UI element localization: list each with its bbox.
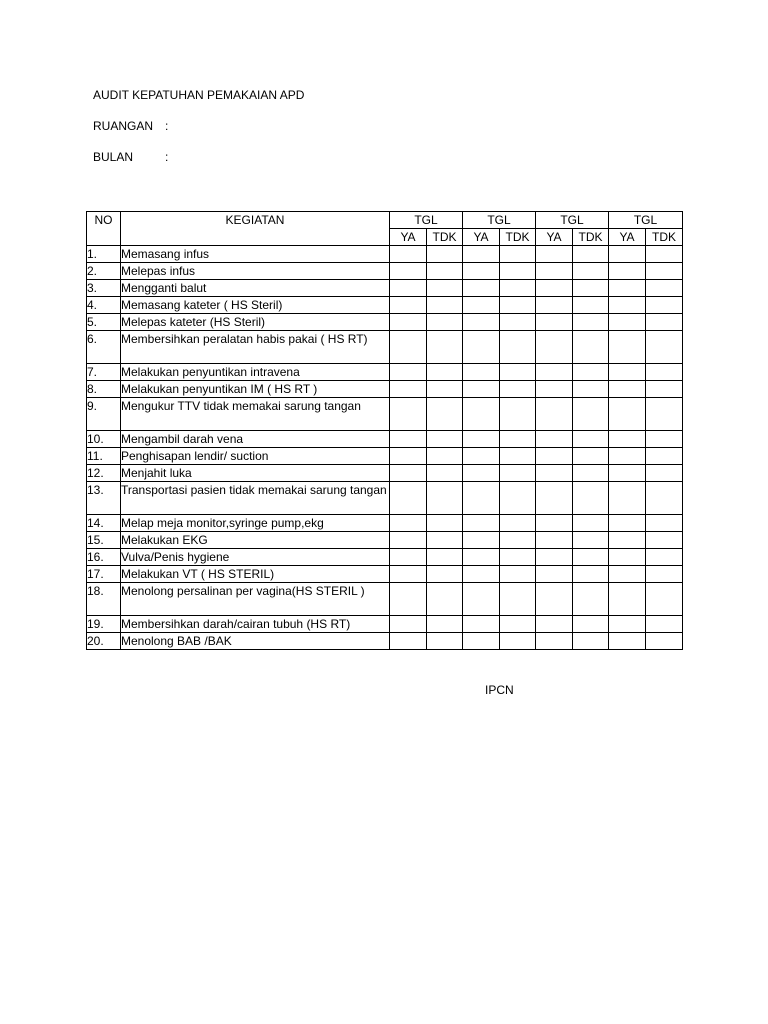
audit-table <box>86 211 683 650</box>
header-tgl: TGL <box>536 212 609 229</box>
ya-check-cell[interactable] <box>536 549 573 566</box>
table-row <box>87 482 683 515</box>
ya-check-cell[interactable] <box>390 532 427 549</box>
tdk-check-cell[interactable] <box>573 448 609 465</box>
row-number: 5. <box>87 314 121 331</box>
activity-cell: Mengganti balut <box>121 280 390 297</box>
tdk-check-cell[interactable] <box>427 549 463 566</box>
ya-check-cell[interactable] <box>390 482 427 515</box>
header-ya: YA <box>536 229 573 246</box>
tdk-check-cell[interactable] <box>500 448 536 465</box>
ya-check-cell[interactable] <box>390 314 427 331</box>
ya-check-cell[interactable] <box>463 364 500 381</box>
tdk-check-cell[interactable] <box>573 549 609 566</box>
ya-check-cell[interactable] <box>609 263 646 280</box>
tdk-check-cell[interactable] <box>646 314 683 331</box>
ya-check-cell[interactable] <box>463 532 500 549</box>
tdk-check-cell[interactable] <box>646 246 683 263</box>
ruangan-row <box>93 119 168 133</box>
ya-check-cell[interactable] <box>536 566 573 583</box>
row-number: 12. <box>87 465 121 482</box>
ya-check-cell[interactable] <box>609 364 646 381</box>
tdk-check-cell[interactable] <box>500 549 536 566</box>
ya-check-cell[interactable] <box>609 549 646 566</box>
row-number: 13. <box>87 482 121 515</box>
tdk-check-cell[interactable] <box>427 583 463 616</box>
tdk-check-cell[interactable] <box>427 263 463 280</box>
ya-check-cell[interactable] <box>536 263 573 280</box>
tdk-check-cell[interactable] <box>573 515 609 532</box>
ruangan-label: RUANGAN <box>93 119 154 133</box>
ya-check-cell[interactable] <box>463 515 500 532</box>
tdk-check-cell[interactable] <box>427 246 463 263</box>
table-row <box>87 515 683 532</box>
tdk-check-cell[interactable] <box>573 297 609 314</box>
ya-check-cell[interactable] <box>536 448 573 465</box>
ya-check-cell[interactable] <box>463 583 500 616</box>
header-tgl: TGL <box>390 212 463 229</box>
ya-check-cell[interactable] <box>390 616 427 633</box>
tdk-check-cell[interactable] <box>573 431 609 448</box>
tdk-check-cell[interactable] <box>427 448 463 465</box>
table-row <box>87 263 683 280</box>
row-number: 4. <box>87 297 121 314</box>
ya-check-cell[interactable] <box>536 314 573 331</box>
tdk-check-cell[interactable] <box>646 431 683 448</box>
ya-check-cell[interactable] <box>609 465 646 482</box>
tdk-check-cell[interactable] <box>500 314 536 331</box>
table-row <box>87 465 683 482</box>
activity-cell: Mengukur TTV tidak memakai sarung tangan <box>121 398 390 431</box>
tdk-check-cell[interactable] <box>427 566 463 583</box>
tdk-check-cell[interactable] <box>646 263 683 280</box>
tdk-check-cell[interactable] <box>573 280 609 297</box>
tdk-check-cell[interactable] <box>427 364 463 381</box>
row-number: 11. <box>87 448 121 465</box>
tdk-check-cell[interactable] <box>427 482 463 515</box>
header-ya: YA <box>463 229 500 246</box>
activity-cell: Mengambil darah vena <box>121 431 390 448</box>
tdk-check-cell[interactable] <box>500 566 536 583</box>
tdk-check-cell[interactable] <box>427 280 463 297</box>
ya-check-cell[interactable] <box>609 297 646 314</box>
table-row <box>87 331 683 364</box>
activity-cell: Penghisapan lendir/ suction <box>121 448 390 465</box>
ya-check-cell[interactable] <box>390 448 427 465</box>
ya-check-cell[interactable] <box>390 633 427 650</box>
table-row <box>87 616 683 633</box>
table-row <box>87 280 683 297</box>
bulan-label: BULAN <box>93 150 134 164</box>
ya-check-cell[interactable] <box>390 465 427 482</box>
ya-check-cell[interactable] <box>463 465 500 482</box>
tdk-check-cell[interactable] <box>573 398 609 431</box>
bulan-colon: : <box>165 150 169 164</box>
row-number: 17. <box>87 566 121 583</box>
activity-cell: Membersihkan peralatan habis pakai ( HS RT) <box>121 331 390 364</box>
ya-check-cell[interactable] <box>390 331 427 364</box>
activity-cell: Memasang infus <box>121 246 390 263</box>
ya-check-cell[interactable] <box>536 364 573 381</box>
ya-check-cell[interactable] <box>390 381 427 398</box>
tdk-check-cell[interactable] <box>500 465 536 482</box>
tdk-check-cell[interactable] <box>646 549 683 566</box>
ya-check-cell[interactable] <box>609 633 646 650</box>
tdk-check-cell[interactable] <box>573 482 609 515</box>
tdk-check-cell[interactable] <box>500 532 536 549</box>
ya-check-cell[interactable] <box>390 364 427 381</box>
ya-check-cell[interactable] <box>463 381 500 398</box>
row-number: 18. <box>87 583 121 616</box>
ruangan-colon: : <box>165 119 169 133</box>
tdk-check-cell[interactable] <box>427 398 463 431</box>
tdk-check-cell[interactable] <box>500 280 536 297</box>
ya-check-cell[interactable] <box>609 331 646 364</box>
tdk-check-cell[interactable] <box>646 583 683 616</box>
tdk-check-cell[interactable] <box>573 633 609 650</box>
table-row <box>87 381 683 398</box>
tdk-check-cell[interactable] <box>646 616 683 633</box>
tdk-check-cell[interactable] <box>646 297 683 314</box>
tdk-check-cell[interactable] <box>427 381 463 398</box>
row-number: 14. <box>87 515 121 532</box>
header-ya: YA <box>609 229 646 246</box>
tdk-check-cell[interactable] <box>500 331 536 364</box>
activity-cell: Memasang kateter ( HS Steril) <box>121 297 390 314</box>
row-number: 9. <box>87 398 121 431</box>
audit-table-body <box>87 246 683 650</box>
tdk-check-cell[interactable] <box>646 331 683 364</box>
ya-check-cell[interactable] <box>536 331 573 364</box>
tdk-check-cell[interactable] <box>573 532 609 549</box>
table-row <box>87 532 683 549</box>
ya-check-cell[interactable] <box>390 263 427 280</box>
activity-cell: Transportasi pasien tidak memakai sarung tangan <box>121 482 390 515</box>
tdk-check-cell[interactable] <box>500 297 536 314</box>
ya-check-cell[interactable] <box>609 398 646 431</box>
ya-check-cell[interactable] <box>536 583 573 616</box>
header-no: NO <box>87 212 121 246</box>
tdk-check-cell[interactable] <box>573 246 609 263</box>
ipcn-signature-label: IPCN <box>485 683 514 697</box>
ya-check-cell[interactable] <box>609 314 646 331</box>
table-row <box>87 431 683 448</box>
tdk-check-cell[interactable] <box>427 331 463 364</box>
ya-check-cell[interactable] <box>463 331 500 364</box>
tdk-check-cell[interactable] <box>573 364 609 381</box>
row-number: 19. <box>87 616 121 633</box>
tdk-check-cell[interactable] <box>573 616 609 633</box>
tdk-check-cell[interactable] <box>427 616 463 633</box>
table-row <box>87 633 683 650</box>
ya-check-cell[interactable] <box>463 263 500 280</box>
ya-check-cell[interactable] <box>609 448 646 465</box>
tdk-check-cell[interactable] <box>573 381 609 398</box>
activity-cell: Melakukan EKG <box>121 532 390 549</box>
ya-check-cell[interactable] <box>536 246 573 263</box>
tdk-check-cell[interactable] <box>427 515 463 532</box>
tdk-check-cell[interactable] <box>500 515 536 532</box>
row-number: 1. <box>87 246 121 263</box>
table-row <box>87 246 683 263</box>
ya-check-cell[interactable] <box>463 549 500 566</box>
ya-check-cell[interactable] <box>390 566 427 583</box>
ya-check-cell[interactable] <box>390 280 427 297</box>
tdk-check-cell[interactable] <box>646 364 683 381</box>
tdk-check-cell[interactable] <box>573 331 609 364</box>
tdk-check-cell[interactable] <box>500 633 536 650</box>
table-row <box>87 297 683 314</box>
tdk-check-cell[interactable] <box>500 583 536 616</box>
tdk-check-cell[interactable] <box>646 633 683 650</box>
header-tdk: TDK <box>646 229 683 246</box>
table-row <box>87 364 683 381</box>
ya-check-cell[interactable] <box>390 549 427 566</box>
tdk-check-cell[interactable] <box>646 398 683 431</box>
tdk-check-cell[interactable] <box>573 583 609 616</box>
tdk-check-cell[interactable] <box>573 263 609 280</box>
ya-check-cell[interactable] <box>463 633 500 650</box>
ya-check-cell[interactable] <box>390 515 427 532</box>
table-row <box>87 448 683 465</box>
ya-check-cell[interactable] <box>390 246 427 263</box>
ya-check-cell[interactable] <box>463 280 500 297</box>
header-tdk: TDK <box>427 229 463 246</box>
header-kegiatan: KEGIATAN <box>121 212 390 246</box>
table-row <box>87 566 683 583</box>
ya-check-cell[interactable] <box>609 246 646 263</box>
document-title: AUDIT KEPATUHAN PEMAKAIAN APD <box>93 88 305 102</box>
ya-check-cell[interactable] <box>463 297 500 314</box>
ya-check-cell[interactable] <box>463 616 500 633</box>
table-row <box>87 549 683 566</box>
table-row <box>87 583 683 616</box>
tdk-check-cell[interactable] <box>500 431 536 448</box>
ya-check-cell[interactable] <box>536 633 573 650</box>
ya-check-cell[interactable] <box>609 431 646 448</box>
ya-check-cell[interactable] <box>536 482 573 515</box>
activity-cell: Menolong BAB /BAK <box>121 633 390 650</box>
tdk-check-cell[interactable] <box>646 381 683 398</box>
activity-cell: Menjahit luka <box>121 465 390 482</box>
tdk-check-cell[interactable] <box>646 448 683 465</box>
activity-cell: Melakukan VT ( HS STERIL) <box>121 566 390 583</box>
tdk-check-cell[interactable] <box>500 364 536 381</box>
tdk-check-cell[interactable] <box>573 566 609 583</box>
ya-check-cell[interactable] <box>536 616 573 633</box>
ya-check-cell[interactable] <box>609 616 646 633</box>
tdk-check-cell[interactable] <box>427 297 463 314</box>
tdk-check-cell[interactable] <box>500 263 536 280</box>
tdk-check-cell[interactable] <box>500 482 536 515</box>
header-ya: YA <box>390 229 427 246</box>
activity-cell: Vulva/Penis hygiene <box>121 549 390 566</box>
ya-check-cell[interactable] <box>536 398 573 431</box>
row-number: 3. <box>87 280 121 297</box>
tdk-check-cell[interactable] <box>646 465 683 482</box>
ya-check-cell[interactable] <box>609 515 646 532</box>
ya-check-cell[interactable] <box>609 482 646 515</box>
tdk-check-cell[interactable] <box>427 465 463 482</box>
ya-check-cell[interactable] <box>609 566 646 583</box>
header-tdk: TDK <box>573 229 609 246</box>
ya-check-cell[interactable] <box>609 280 646 297</box>
ya-check-cell[interactable] <box>463 398 500 431</box>
ya-check-cell[interactable] <box>536 465 573 482</box>
ya-check-cell[interactable] <box>390 583 427 616</box>
tdk-check-cell[interactable] <box>500 398 536 431</box>
table-row <box>87 398 683 431</box>
tdk-check-cell[interactable] <box>427 633 463 650</box>
row-number: 2. <box>87 263 121 280</box>
ya-check-cell[interactable] <box>536 280 573 297</box>
tdk-check-cell[interactable] <box>500 381 536 398</box>
ya-check-cell[interactable] <box>463 314 500 331</box>
table-row <box>87 314 683 331</box>
activity-cell: Melakukan penyuntikan intravena <box>121 364 390 381</box>
row-number: 7. <box>87 364 121 381</box>
tdk-check-cell[interactable] <box>646 482 683 515</box>
tdk-check-cell[interactable] <box>427 431 463 448</box>
ya-check-cell[interactable] <box>609 583 646 616</box>
ya-check-cell[interactable] <box>609 381 646 398</box>
ya-check-cell[interactable] <box>463 482 500 515</box>
tdk-check-cell[interactable] <box>500 616 536 633</box>
bulan-row <box>93 150 168 164</box>
ya-check-cell[interactable] <box>390 431 427 448</box>
ya-check-cell[interactable] <box>463 431 500 448</box>
header-tdk: TDK <box>500 229 536 246</box>
ya-check-cell[interactable] <box>536 297 573 314</box>
activity-cell: Melepas infus <box>121 263 390 280</box>
ya-check-cell[interactable] <box>463 566 500 583</box>
ya-check-cell[interactable] <box>390 297 427 314</box>
ya-check-cell[interactable] <box>536 515 573 532</box>
ya-check-cell[interactable] <box>536 431 573 448</box>
tdk-check-cell[interactable] <box>646 566 683 583</box>
ya-check-cell[interactable] <box>463 448 500 465</box>
ya-check-cell[interactable] <box>536 381 573 398</box>
tdk-check-cell[interactable] <box>646 532 683 549</box>
tdk-check-cell[interactable] <box>427 314 463 331</box>
row-number: 16. <box>87 549 121 566</box>
activity-cell: Menolong persalinan per vagina(HS STERIL ) <box>121 583 390 616</box>
tdk-check-cell[interactable] <box>573 314 609 331</box>
tdk-check-cell[interactable] <box>500 246 536 263</box>
tdk-check-cell[interactable] <box>573 465 609 482</box>
row-number: 8. <box>87 381 121 398</box>
tdk-check-cell[interactable] <box>646 280 683 297</box>
header-tgl: TGL <box>609 212 683 229</box>
activity-cell: Membersihkan darah/cairan tubuh (HS RT) <box>121 616 390 633</box>
tdk-check-cell[interactable] <box>646 515 683 532</box>
row-number: 6. <box>87 331 121 364</box>
activity-cell: Melepas kateter (HS Steril) <box>121 314 390 331</box>
row-number: 10. <box>87 431 121 448</box>
activity-cell: Melakukan penyuntikan IM ( HS RT ) <box>121 381 390 398</box>
ya-check-cell[interactable] <box>463 246 500 263</box>
ya-check-cell[interactable] <box>536 532 573 549</box>
tdk-check-cell[interactable] <box>427 532 463 549</box>
header-tgl: TGL <box>463 212 536 229</box>
ya-check-cell[interactable] <box>390 398 427 431</box>
ya-check-cell[interactable] <box>609 532 646 549</box>
row-number: 15. <box>87 532 121 549</box>
activity-cell: Melap meja monitor,syringe pump,ekg <box>121 515 390 532</box>
row-number: 20. <box>87 633 121 650</box>
